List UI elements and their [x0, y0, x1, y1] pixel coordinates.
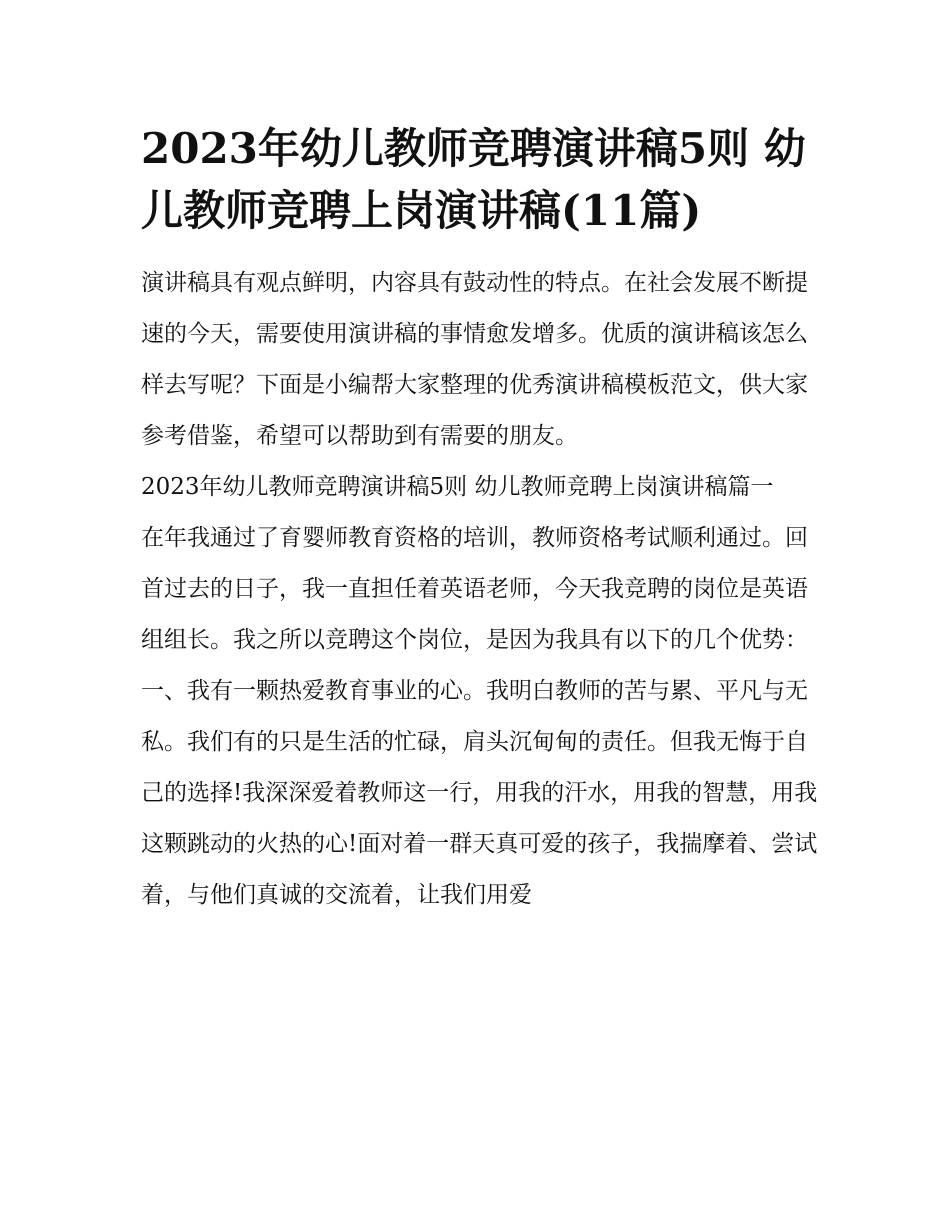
body-paragraph-1: 在年我通过了育婴师教育资格的培训，教师资格考试顺利通过。回首过去的日子，我一直担任着英语老师，今天我竞聘的岗位是英语组组长。我之所以竞聘这个岗位，是因为我具有以下的几个优势： [141, 525, 808, 653]
intro-paragraph: 演讲稿具有观点鲜明，内容具有鼓动性的特点。在社会发展不断提速的今天，需要使用演讲稿的事情愈发增多。优质的演讲稿该怎么样去写呢？下面是小编帮大家整理的优秀演讲稿模板范文，供大家参考借鉴，希望可以帮助到有需要的朋友。 [141, 270, 808, 449]
document-title: 2023年幼儿教师竞聘演讲稿5则 幼儿教师竞聘上岗演讲稿(11篇) [141, 124, 806, 235]
body-paragraph-2: 一、我有一颗热爱教育事业的心。我明白教师的苦与累、平凡与无私。我们有的只是生活的忙碌，肩头沉甸甸的责任。但我无悔于自己的选择!我深深爱着教师这一行，用我的汗水，用我的智慧，用我这颗跳动的火热的心!面对着一群天真可爱的孩子，我揣摩着、尝试着，与他们真诚的交流着，让我们用爱 [141, 678, 818, 908]
section-heading: 2023年幼儿教师竞聘演讲稿5则 幼儿教师竞聘上岗演讲稿篇一 [141, 474, 774, 500]
document-page [141, 118, 821, 921]
